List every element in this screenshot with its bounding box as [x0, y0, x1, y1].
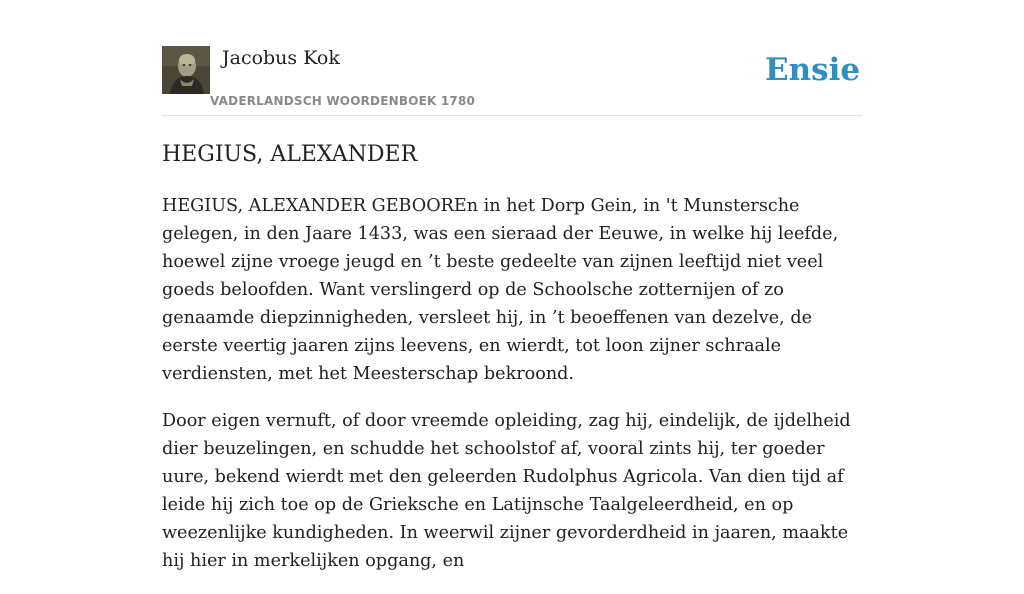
- article-body: [162, 192, 870, 594]
- portrait-avatar-icon: [162, 46, 210, 94]
- article-paragraph: Door eigen vernuft, of door vreemde opleiding, zag hij, eindelijk, de ijdelheid dier beuzelingen, en schudde het schoolstof af, vooral zints hij, ter goeder uure, bekend wierdt met den geleerden Rudolphus Agricola. Van dien tijd af leide hij zich toe op de Grieksche en Latijnsche Taalgeleerdheid, en op weezenlijke kundigheden. In weerwil zijner gevorderdheid in jaaren, maakte hij hier in merkelijken opgang, en: [162, 411, 851, 571]
- brand-logo[interactable]: Ensie: [765, 52, 861, 88]
- author-avatar[interactable]: [162, 46, 210, 94]
- page-title: HEGIUS, ALEXANDER: [162, 142, 418, 167]
- header-divider: [162, 115, 862, 116]
- author-name[interactable]: Jacobus Kok: [222, 47, 340, 69]
- source-title[interactable]: VADERLANDSCH WOORDENBOEK 1780: [210, 94, 476, 108]
- article-paragraph: HEGIUS, ALEXANDER GEBOOREn in het Dorp Gein, in 't Munstersche gelegen, in den Jaare 1433, was een sieraad der Eeuwe, in welke hij leefde, hoewel zijne vroege jeugd en ’t beste gedeelte van zijnen leeftijd niet veel goeds beloofden. Want verslingerd op de Schoolsche zotternijen of zo genaamde diepzinnigheden, versleet hij, in ’t beoeffenen van dezelve, de eerste veertig jaaren zijns leevens, en wierdt, tot loon zijner schraale verdiensten, met het Meesterschap bekroond.: [162, 196, 839, 384]
